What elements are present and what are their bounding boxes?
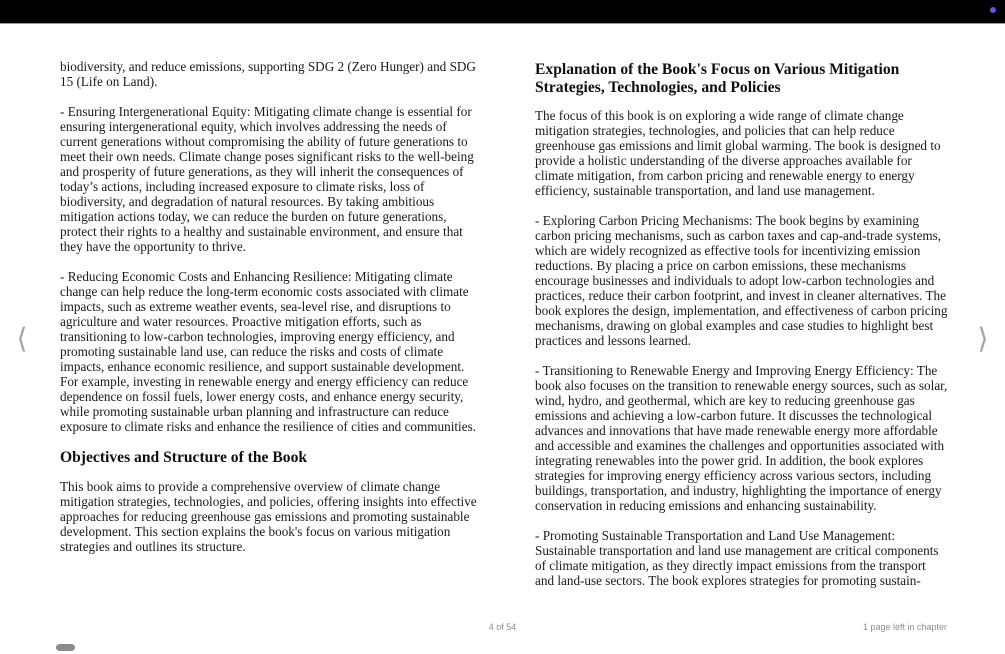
window-top-bar xyxy=(0,0,1005,24)
section-heading: Explanation of the Book's Focus on Various Mitigation Strategies, Technologies, and Policies xyxy=(535,61,900,96)
right-page xyxy=(535,59,948,603)
paragraph: - Exploring Carbon Pricing Mechanisms: The book begins by examining carbon pricing mechanisms, such as carbon taxes and cap-and-trade systems, which are widely recognized as effective tools for incentivizing emission reductions. By placing a price on carbon emissions, these mechanisms encourage businesses and individuals to adopt low-carbon technologies and practices, reduce their carbon footprint, and invest in cleaner alternatives. The book explores the design, implementation, and effectiveness of carbon pricing mechanisms, drawing on global examples and case studies to highlight best practices and lessons learned. xyxy=(535,213,948,348)
pages-left-label: 1 page left in chapter xyxy=(862,622,947,632)
chevron-left-icon: ⟨ xyxy=(16,322,28,355)
section-heading: Objectives and Structure of the Book xyxy=(60,449,308,466)
paragraph: - Ensuring Intergenerational Equity: Mitigating climate change is essential for ensuring intergenerational equity, which involves addressing the needs of current generations without compromising the ability of future generations to meet their own needs. Climate change poses significant risks to the well-being and prosperity of future generations, as they will inherit the consequences of today’s actions, including increased exposure to climate risks, loss of biodiversity, and degradation of natural resources. By taking ambitious mitigation actions today, we can reduce the burden on future generations, protect their rights to a healthy and sustainable environment, and ensure that they have the opportunity to thrive. xyxy=(60,104,474,254)
window-drag-handle[interactable] xyxy=(56,644,75,651)
paragraph: - Promoting Sustainable Transportation and Land Use Management: Sustainable transportation and land use management are critical components of climate mitigation, as they directly impact emissions from the transport and land-use sectors. The book explores strategies for promoting sustain- xyxy=(535,528,939,588)
paragraph: biodiversity, and reduce emissions, supporting SDG 2 (Zero Hunger) and SDG 15 (Life on Land). xyxy=(60,59,476,89)
paragraph: This book aims to provide a comprehensive overview of climate change mitigation strategies, technologies, and policies, offering insights into effective approaches for reducing greenhouse gas emissions and promoting sustainable development. This section explains the book's focus on various mitigation strategies and outlines its structure. xyxy=(60,478,477,554)
paragraph: The focus of this book is on exploring a wide range of climate change mitigation strategies, technologies, and policies that can help reduce greenhouse gas emissions and limit global warming. The book is designed to provide a holistic understanding of the diverse approaches available for climate mitigation, from carbon pricing and renewable energy to energy efficiency, sustainable transportation, and land use management. xyxy=(535,108,941,198)
notification-dot-icon xyxy=(990,7,996,13)
page-position-label: 4 of 54 xyxy=(488,622,517,632)
next-page-button[interactable] xyxy=(965,318,1001,360)
left-page xyxy=(60,59,478,569)
paragraph: - Reducing Economic Costs and Enhancing Resilience: Mitigating climate change can help reduce the long-term economic costs associated with climate impacts, such as extreme weather events, sea-level rise, and disruptions to agriculture and water resources. Proactive mitigation efforts, such as transitioning to low-carbon technologies, improving energy efficiency, and promoting sustainable land use, can reduce the risks and costs of climate impacts, enhance economic resilience, and support sustainable development. For example, investing in renewable energy and energy efficiency can reduce dependence on fossil fuels, lower energy costs, and enhance energy security, while promoting sustainable urban planning and infrastructure can reduce exposure to climate risks and enhance the resilience of cities and communities. xyxy=(60,269,476,434)
chevron-right-icon: ⟩ xyxy=(977,322,989,355)
paragraph: - Transitioning to Renewable Energy and Improving Energy Efficiency: The book also focuses on the transition to renewable energy sources, such as solar, wind, hydro, and geothermal, which are key to reducing greenhouse gas emissions and achieving a low-carbon future. It discusses the technological advances and innovations that have made renewable energy more affordable and accessible and examines the challenges and opportunities associated with integrating renewables into the power grid. In addition, the book explores strategies for improving energy efficiency across various sectors, including buildings, transportation, and industry, highlighting the importance of energy conservation in reducing emissions and enhancing sustainability. xyxy=(535,363,948,513)
previous-page-button[interactable] xyxy=(4,318,40,360)
